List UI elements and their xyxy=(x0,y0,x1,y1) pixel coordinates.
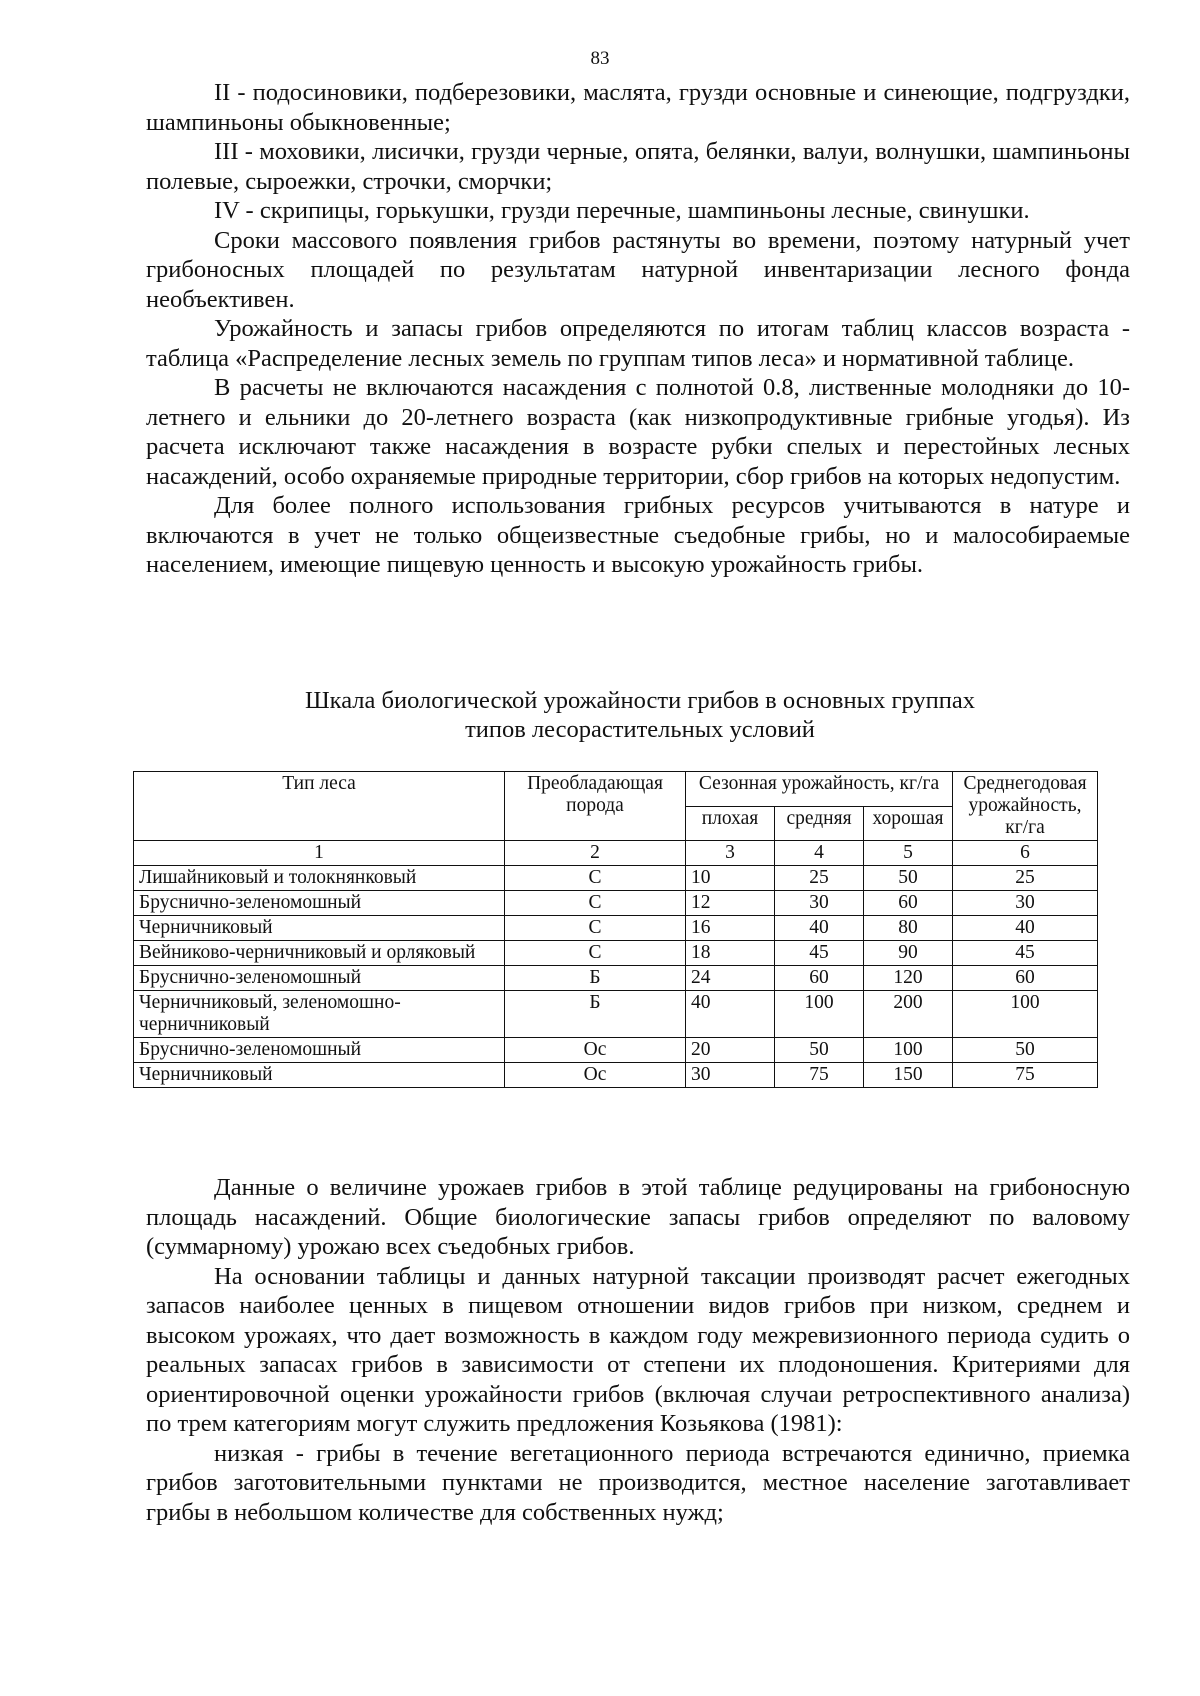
cell-species: С xyxy=(505,916,686,941)
cell-medium: 50 xyxy=(775,1038,864,1063)
cell-species: Б xyxy=(505,991,686,1038)
table-row xyxy=(134,1038,1098,1063)
cell-medium: 25 xyxy=(775,866,864,891)
cell-poor: 12 xyxy=(686,891,775,916)
column-number-row xyxy=(134,841,1098,866)
body-text-bottom xyxy=(146,1173,1130,1527)
table-row xyxy=(134,1063,1098,1088)
table-row xyxy=(134,891,1098,916)
cell-poor: 18 xyxy=(686,941,775,966)
cell-medium: 60 xyxy=(775,966,864,991)
header-seasonal-yield: Сезонная урожайность, кг/га xyxy=(686,772,953,807)
header-poor: плохая xyxy=(686,806,775,841)
header-species: Преобладающая порода xyxy=(505,772,686,841)
cell-poor: 16 xyxy=(686,916,775,941)
cell-poor: 40 xyxy=(686,991,775,1038)
cell-medium: 30 xyxy=(775,891,864,916)
paragraph-stock-calculation: На основании таблицы и данных натурной таксации производят расчет ежегодных запасов наиболее ценных в пищевом отношении видов грибов при низком, среднем и высоком урожаях, что дает возможность в каждом году межревизионного периода судить о реальных запасах грибов в зависимости от степени их плодоношения. Критериями для ориентировочной оценки урожайности грибов (включая случаи ретроспективного анализа) по трем категориям могут служить предложения Козьякова (1981): xyxy=(146,1262,1130,1437)
paragraph-low-yield-criteria: низкая - грибы в течение вегетационного периода встречаются единично, приемка грибов заготовительными пунктами не производится, местное население заготавливает грибы в небольшом количестве для собственных нужд; xyxy=(146,1439,1130,1526)
column-number: 6 xyxy=(953,841,1098,866)
cell-species: С xyxy=(505,941,686,966)
cell-species: С xyxy=(505,866,686,891)
cell-medium: 45 xyxy=(775,941,864,966)
header-average-yield: Среднегодовая урожайность, кг/га xyxy=(953,772,1098,841)
header-forest-type: Тип леса xyxy=(134,772,505,841)
cell-forest-type: Черничниковый xyxy=(134,1063,505,1088)
cell-average: 45 xyxy=(953,941,1098,966)
cell-forest-type: Вейниково-черничниковый и орляковый xyxy=(134,941,505,966)
cell-average: 40 xyxy=(953,916,1098,941)
cell-average: 60 xyxy=(953,966,1098,991)
yield-table-container xyxy=(133,771,1098,1088)
column-number: 2 xyxy=(505,841,686,866)
table-caption xyxy=(0,686,1200,744)
table-row xyxy=(134,966,1098,991)
cell-average: 100 xyxy=(953,991,1098,1038)
cell-average: 25 xyxy=(953,866,1098,891)
column-number: 3 xyxy=(686,841,775,866)
table-row xyxy=(134,916,1098,941)
cell-poor: 30 xyxy=(686,1063,775,1088)
table-row xyxy=(134,866,1098,891)
column-number: 5 xyxy=(864,841,953,866)
cell-good: 80 xyxy=(864,916,953,941)
paragraph-mushroom-class-3: III - моховики, лисички, грузди черные, опята, белянки, валуи, волнушки, шампиньоны полевые, сыроежки, строчки, сморчки; xyxy=(146,138,1130,195)
column-number: 4 xyxy=(775,841,864,866)
table-row xyxy=(134,991,1098,1038)
table-caption-line-1: Шкала биологической урожайности грибов в основных группах xyxy=(304,687,976,714)
paragraph-resource-usage: Для более полного использования грибных ресурсов учитываются в натуре и включаются в учет не только общеизвестные съедобные грибы, но и малособираемые населением, имеющие пищевую ценность и высокую урожайность грибы. xyxy=(146,492,1130,578)
cell-forest-type: Черничниковый xyxy=(134,916,505,941)
cell-forest-type: Лишайниковый и толокнянковый xyxy=(134,866,505,891)
table-row xyxy=(134,941,1098,966)
paragraph-mushroom-class-4: IV - скрипицы, горькушки, грузди перечные, шампиньоны лесные, свинушки. xyxy=(214,197,1030,224)
cell-good: 150 xyxy=(864,1063,953,1088)
header-medium: средняя xyxy=(775,806,864,841)
cell-poor: 20 xyxy=(686,1038,775,1063)
column-number: 1 xyxy=(134,841,505,866)
cell-medium: 40 xyxy=(775,916,864,941)
cell-good: 90 xyxy=(864,941,953,966)
cell-good: 200 xyxy=(864,991,953,1038)
cell-good: 100 xyxy=(864,1038,953,1063)
header-good: хорошая xyxy=(864,806,953,841)
cell-species: Б xyxy=(505,966,686,991)
page-number: 83 xyxy=(590,48,610,69)
yield-table xyxy=(133,771,1098,1088)
paragraph-yield-reduction: Данные о величине урожаев грибов в этой таблице редуцированы на грибоносную площадь насаждений. Общие биологические запасы грибов определяют по валовому (суммарному) урожаю всех съедобных грибов. xyxy=(146,1174,1130,1260)
cell-average: 50 xyxy=(953,1038,1098,1063)
cell-good: 60 xyxy=(864,891,953,916)
cell-average: 75 xyxy=(953,1063,1098,1088)
paragraph-appearance-timing: Сроки массового появления грибов растянуты во времени, поэтому натурный учет грибоносных площадей по результатам натурной инвентаризации лесного фонда необъективен. xyxy=(146,226,1130,313)
body-text-top xyxy=(146,78,1130,580)
cell-forest-type: Бруснично-зеленомошный xyxy=(134,966,505,991)
cell-species: Ос xyxy=(505,1063,686,1088)
table-caption-line-2: типов лесорастительных условий xyxy=(465,716,815,743)
paragraph-mushroom-class-2: II - подосиновики, подберезовики, маслята, грузди основные и синеющие, подгруздки, шампиньоны обыкновенные; xyxy=(146,79,1130,136)
cell-species: Ос xyxy=(505,1038,686,1063)
paragraph-yield-determination: Урожайность и запасы грибов определяются по итогам таблиц классов возраста - таблица «Распределение лесных земель по группам типов леса» и нормативной таблице. xyxy=(146,315,1130,372)
cell-medium: 75 xyxy=(775,1063,864,1088)
paragraph-exclusions: В расчеты не включаются насаждения с полнотой 0.8, лиственные молодняки до 10-летнего и ельники до 20-летнего возраста (как низкопродуктивные грибные угодья). Из расчета исключают также насаждения в возрасте рубки спелых и перестойных лесных насаждений, особо охраняемые природные территории, сбор грибов на которых недопустим. xyxy=(146,374,1130,490)
cell-forest-type: Бруснично-зеленомошный xyxy=(134,1038,505,1063)
cell-forest-type: Бруснично-зеленомошный xyxy=(134,891,505,916)
cell-medium: 100 xyxy=(775,991,864,1038)
cell-poor: 10 xyxy=(686,866,775,891)
cell-average: 30 xyxy=(953,891,1098,916)
cell-species: С xyxy=(505,891,686,916)
cell-forest-type: Черничниковый, зеленомошно-черничниковый xyxy=(134,991,505,1038)
cell-good: 50 xyxy=(864,866,953,891)
cell-poor: 24 xyxy=(686,966,775,991)
cell-good: 120 xyxy=(864,966,953,991)
table-header-row xyxy=(134,772,1098,807)
